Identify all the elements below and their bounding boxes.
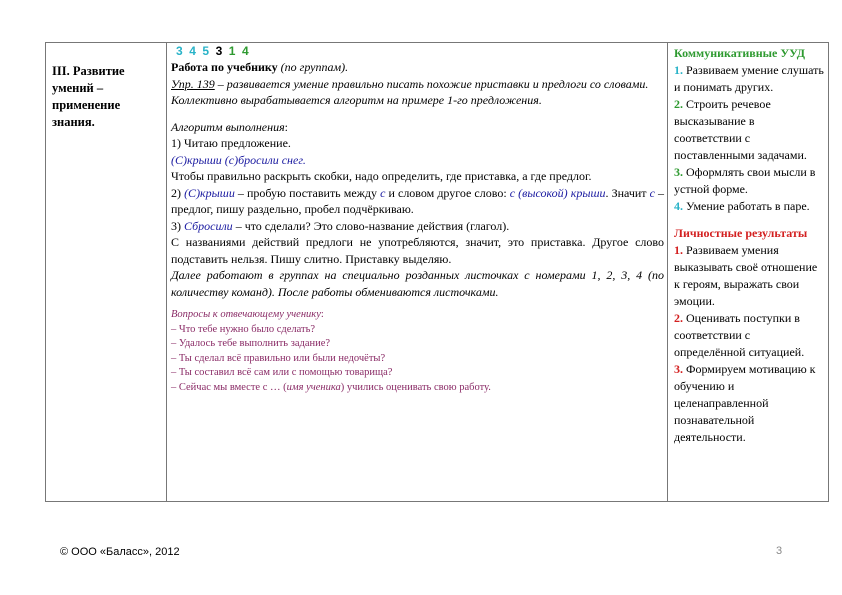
step-1: 1) Читаю предложение. bbox=[171, 136, 291, 150]
question-item: – Удалось тебе выполнить задание? bbox=[171, 338, 331, 350]
item-text: Оформлять свои мысли в устной форме. bbox=[674, 165, 816, 196]
communicative-heading: Коммуникативные УУД bbox=[674, 46, 806, 60]
uud-column bbox=[668, 43, 829, 501]
step-2-text: – пробую поставить между bbox=[234, 185, 381, 200]
explain-2: С названиями действий предлоги не употребляются, значит, это приставка. Другое слово подставить нельзя. Пишу слитно. Приставку выделяю. bbox=[171, 235, 664, 266]
item-text: Умение работать в паре. bbox=[683, 199, 810, 213]
question-italic: имя ученика bbox=[286, 381, 341, 393]
heading-bold: Работа по учебнику bbox=[171, 60, 278, 74]
step-2-text: . Значит bbox=[605, 185, 650, 200]
step-2-num: 2) bbox=[171, 185, 185, 200]
question-item bbox=[171, 381, 664, 396]
step-2-text: и словом другое слово: bbox=[385, 185, 510, 200]
question-item: – Что тебе нужно было сделать? bbox=[171, 323, 316, 335]
personal-item bbox=[674, 361, 824, 446]
stage-column bbox=[46, 43, 167, 501]
exercise-line bbox=[171, 76, 664, 93]
communicative-item bbox=[674, 164, 824, 198]
digit: 4 bbox=[241, 44, 250, 58]
copyright-footer: © ООО «Баласс», 2012 bbox=[60, 546, 180, 558]
item-number: 2. bbox=[674, 311, 683, 325]
step-2-text: – предлог, пишу раздельно, пробел подчёркиваю. bbox=[171, 185, 665, 216]
communicative-item bbox=[674, 198, 824, 215]
activity-column bbox=[167, 43, 668, 501]
communicative-item bbox=[674, 62, 824, 96]
questions-head-text: Вопросы к отвечающему ученику bbox=[171, 309, 321, 320]
exercise-text: – развивается умение правильно писать похожие приставки и предлоги со словами. bbox=[214, 76, 649, 91]
digit: 3 bbox=[215, 44, 223, 58]
question-item: – Ты сделал всё правильно или были недочёты? bbox=[171, 352, 386, 364]
step-3-word: Сбросили bbox=[184, 218, 233, 233]
item-number: 3. bbox=[674, 362, 683, 376]
collective-line: Коллективно вырабатывается алгоритм на примере 1-го предложения. bbox=[171, 93, 542, 107]
item-number: 1. bbox=[674, 63, 683, 77]
item-text: Строить речевое высказывание в соответствии с поставленными задачами. bbox=[674, 97, 807, 162]
item-text: Формируем мотивацию к обучению и целенаправленной познавательной деятельности. bbox=[674, 362, 816, 444]
personal-item bbox=[674, 242, 824, 310]
personal-item bbox=[674, 310, 824, 361]
color-digits bbox=[171, 43, 664, 59]
step-2-letter: с bbox=[380, 185, 386, 200]
group-work: Далее работают в группах на специально розданных листочках с номерами 1, 2, 3, 4 (по количеству команд). После работы обмениваются листочками. bbox=[171, 268, 664, 299]
question-text: – Сейчас мы вместе с … ( bbox=[171, 381, 287, 393]
digit: 3 bbox=[176, 44, 184, 58]
algorithm-label-text: Алгоритм выполнения bbox=[171, 119, 285, 134]
page-number: 3 bbox=[776, 545, 783, 557]
step-2 bbox=[171, 185, 664, 218]
digit: 4 bbox=[189, 44, 197, 58]
item-text: Развиваем умения выказывать своё отношение к героям, выражать свои эмоции. bbox=[674, 243, 818, 308]
personal-heading: Личностные результаты bbox=[674, 226, 808, 240]
step-3-num: 3) bbox=[171, 218, 184, 233]
algorithm-label bbox=[171, 119, 664, 136]
heading-italic: (по группам). bbox=[277, 60, 349, 74]
activity-heading bbox=[171, 59, 664, 76]
item-number: 3. bbox=[674, 165, 683, 179]
item-number: 4. bbox=[674, 199, 683, 213]
step-3-text: – что сделали? Это слово-название действия (глагол). bbox=[232, 218, 510, 233]
question-text: ) учились оценивать свою работу. bbox=[340, 381, 491, 393]
digit: 5 bbox=[202, 44, 210, 58]
step-2-word: (С)крыши bbox=[184, 185, 235, 200]
questions-head bbox=[171, 308, 664, 323]
lesson-table bbox=[45, 42, 829, 502]
item-text: Оценивать поступки в соответствии с определённой ситуацией. bbox=[674, 311, 805, 359]
item-number: 2. bbox=[674, 97, 683, 111]
algorithm-colon: : bbox=[284, 119, 288, 134]
example-sentence: (С)крыши (с)бросили снег. bbox=[171, 152, 306, 167]
questions-colon: : bbox=[320, 309, 324, 320]
questions-block bbox=[171, 308, 664, 396]
item-text: Развиваем умение слушать и понимать других. bbox=[674, 63, 824, 94]
activity-content bbox=[171, 43, 664, 396]
step-3 bbox=[171, 218, 664, 235]
item-number: 1. bbox=[674, 243, 683, 257]
explain-1: Чтобы правильно раскрыть скобки, надо определить, где приставка, а где предлог. bbox=[171, 169, 592, 183]
exercise-ref: Упр. 139 bbox=[171, 76, 215, 91]
stage-title: III. Развитие умений – применение знания. bbox=[52, 64, 125, 129]
communicative-item bbox=[674, 96, 824, 164]
question-item: – Ты составил всё сам или с помощью товарища? bbox=[171, 367, 393, 379]
digit: 1 bbox=[228, 44, 236, 58]
step-2-phrase: с (высокой) крыши bbox=[509, 185, 606, 200]
step-2-letter: с bbox=[649, 185, 655, 200]
uud-content bbox=[674, 45, 824, 446]
